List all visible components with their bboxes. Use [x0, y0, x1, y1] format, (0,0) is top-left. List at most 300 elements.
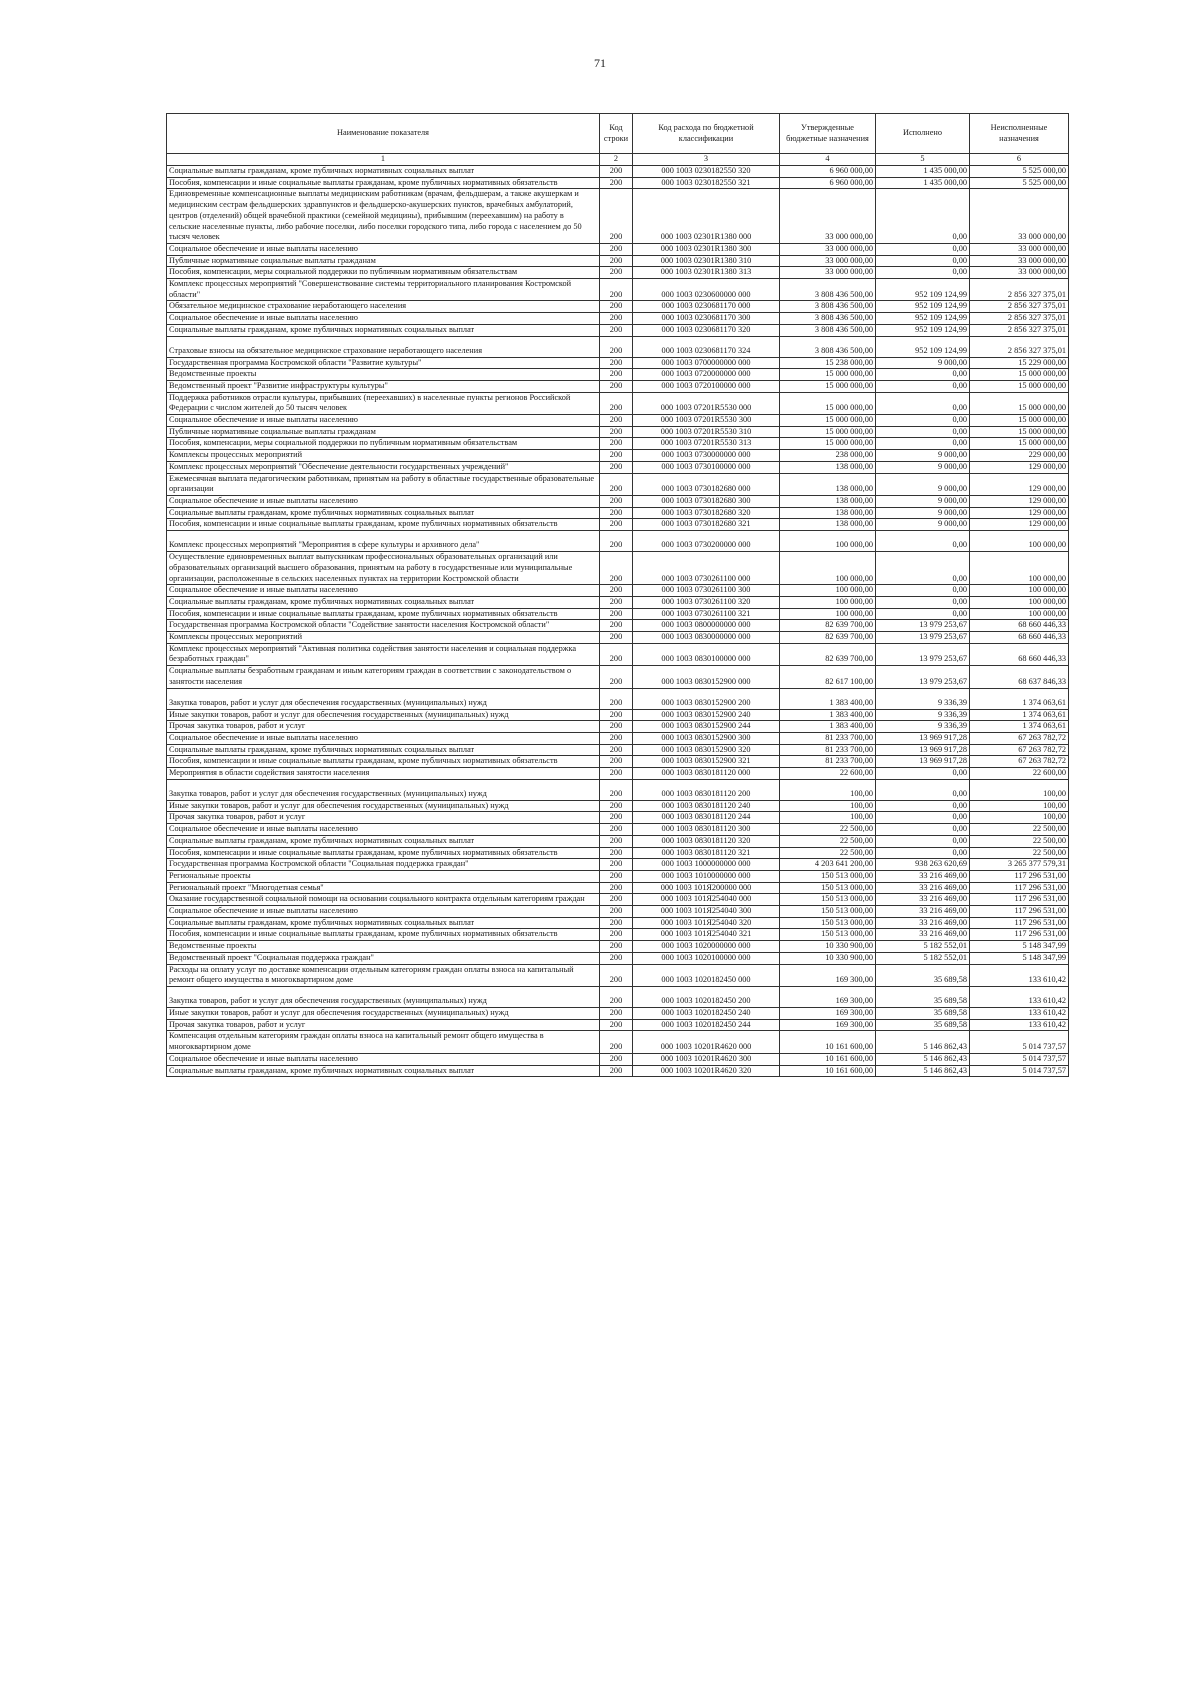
row-unexecuted-cell: 133 610,42: [970, 1019, 1069, 1031]
row-name-cell: Социальные выплаты гражданам, кроме публичных нормативных социальных выплат: [167, 166, 600, 178]
row-line-code-cell: 200: [600, 585, 633, 597]
row-executed-cell: 0,00: [876, 189, 970, 244]
row-name-cell: Единовременные компенсационные выплаты медицинским работникам (врачам, фельдшерам, а также акушеркам и медицинским сестрам фельдшерских здравпунктов и фельдшерско-акушерских пунктов, врачебных амбулаторий, центров (отделений) общей врачебной практики (семейной медицины), прибывшим (переехавшим) на работу в сельские населенные пункты, либо рабочие поселки, либо поселки городского типа, либо города с населением до 50 тысяч человек: [167, 189, 600, 244]
row-unexecuted-cell: 22 500,00: [970, 847, 1069, 859]
row-executed-cell: 0,00: [876, 552, 970, 585]
row-executed-cell: 938 263 620,69: [876, 859, 970, 871]
header-unexecuted: Неисполненные назначения: [970, 114, 1069, 154]
row-name-cell: Социальные выплаты гражданам, кроме публичных нормативных социальных выплат: [167, 324, 600, 336]
row-name-cell: Комплексы процессных мероприятий: [167, 450, 600, 462]
row-executed-cell: 35 689,58: [876, 1008, 970, 1020]
row-name-cell: Региональный проект "Многодетная семья": [167, 882, 600, 894]
row-executed-cell: 9 336,39: [876, 688, 970, 709]
row-unexecuted-cell: 5 014 737,57: [970, 1065, 1069, 1077]
row-unexecuted-cell: 100,00: [970, 812, 1069, 824]
row-approved-cell: 138 000,00: [780, 519, 876, 531]
row-approved-cell: 3 808 436 500,00: [780, 313, 876, 325]
row-name-cell: Пособия, компенсации и иные социальные выплаты гражданам, кроме публичных нормативных обязательств: [167, 756, 600, 768]
row-name-cell: Ведомственный проект "Социальная поддержка граждан": [167, 952, 600, 964]
row-approved-cell: 6 960 000,00: [780, 177, 876, 189]
table-row: [167, 415, 1069, 427]
row-line-code-cell: 200: [600, 608, 633, 620]
row-budget-code-cell: 000 1003 0830181120 321: [633, 847, 780, 859]
row-approved-cell: 3 808 436 500,00: [780, 279, 876, 301]
row-budget-code-cell: 000 1003 0830181120 320: [633, 835, 780, 847]
row-approved-cell: 1 383 400,00: [780, 688, 876, 709]
row-unexecuted-cell: 2 856 327 375,01: [970, 336, 1069, 357]
row-line-code-cell: 200: [600, 177, 633, 189]
row-name-cell: Пособия, компенсации и иные социальные выплаты гражданам, кроме публичных нормативных обязательств: [167, 847, 600, 859]
row-budget-code-cell: 000 1003 0730261100 321: [633, 608, 780, 620]
row-budget-code-cell: 000 1003 07201R5530 310: [633, 426, 780, 438]
table-row: [167, 859, 1069, 871]
row-unexecuted-cell: 100 000,00: [970, 596, 1069, 608]
table-row: [167, 461, 1069, 473]
row-line-code-cell: 200: [600, 461, 633, 473]
row-name-cell: Социальные выплаты гражданам, кроме публичных нормативных социальных выплат: [167, 507, 600, 519]
table-row: [167, 473, 1069, 495]
row-budget-code-cell: 000 1003 0730261100 000: [633, 552, 780, 585]
row-approved-cell: 100 000,00: [780, 608, 876, 620]
row-budget-code-cell: 000 1003 0830000000 000: [633, 632, 780, 644]
row-executed-cell: 9 000,00: [876, 450, 970, 462]
row-budget-code-cell: 000 1003 0700000000 000: [633, 357, 780, 369]
row-line-code-cell: 200: [600, 255, 633, 267]
row-unexecuted-cell: 133 610,42: [970, 987, 1069, 1008]
row-budget-code-cell: 000 1003 0830100000 000: [633, 643, 780, 665]
row-name-cell: Прочая закупка товаров, работ и услуг: [167, 1019, 600, 1031]
row-unexecuted-cell: 229 000,00: [970, 450, 1069, 462]
row-unexecuted-cell: 117 296 531,00: [970, 870, 1069, 882]
row-unexecuted-cell: 67 263 782,72: [970, 732, 1069, 744]
row-unexecuted-cell: 5 525 000,00: [970, 166, 1069, 178]
row-line-code-cell: 200: [600, 1019, 633, 1031]
row-executed-cell: 13 979 253,67: [876, 620, 970, 632]
row-name-cell: Социальные выплаты гражданам, кроме публичных нормативных социальных выплат: [167, 596, 600, 608]
row-line-code-cell: 200: [600, 824, 633, 836]
row-executed-cell: 33 216 469,00: [876, 917, 970, 929]
row-executed-cell: 952 109 124,99: [876, 313, 970, 325]
row-approved-cell: 22 500,00: [780, 835, 876, 847]
row-approved-cell: 33 000 000,00: [780, 189, 876, 244]
row-approved-cell: 138 000,00: [780, 507, 876, 519]
row-unexecuted-cell: 129 000,00: [970, 473, 1069, 495]
row-approved-cell: 150 513 000,00: [780, 906, 876, 918]
row-executed-cell: 0,00: [876, 847, 970, 859]
row-executed-cell: 5 182 552,01: [876, 952, 970, 964]
row-approved-cell: 238 000,00: [780, 450, 876, 462]
row-budget-code-cell: 000 1003 0730200000 000: [633, 531, 780, 552]
row-unexecuted-cell: 129 000,00: [970, 461, 1069, 473]
row-approved-cell: 138 000,00: [780, 473, 876, 495]
row-unexecuted-cell: 22 500,00: [970, 824, 1069, 836]
row-unexecuted-cell: 68 660 446,33: [970, 620, 1069, 632]
table-row: [167, 768, 1069, 780]
row-name-cell: Социальное обеспечение и иные выплаты населению: [167, 1053, 600, 1065]
row-budget-code-cell: 000 1003 101Я254040 300: [633, 906, 780, 918]
row-line-code-cell: 200: [600, 1053, 633, 1065]
column-number: 1: [167, 154, 600, 166]
row-name-cell: Государственная программа Костромской области "Социальная поддержка граждан": [167, 859, 600, 871]
row-name-cell: Прочая закупка товаров, работ и услуг: [167, 812, 600, 824]
row-budget-code-cell: 000 1003 1020182450 244: [633, 1019, 780, 1031]
row-executed-cell: 33 216 469,00: [876, 929, 970, 941]
table-row: [167, 941, 1069, 953]
row-line-code-cell: 200: [600, 882, 633, 894]
row-unexecuted-cell: 2 856 327 375,01: [970, 324, 1069, 336]
column-number: 3: [633, 154, 780, 166]
table-row: [167, 426, 1069, 438]
table-row: [167, 800, 1069, 812]
row-approved-cell: 100,00: [780, 800, 876, 812]
row-approved-cell: 33 000 000,00: [780, 267, 876, 279]
table-row: [167, 369, 1069, 381]
table-row: [167, 870, 1069, 882]
row-unexecuted-cell: 5 014 737,57: [970, 1031, 1069, 1053]
row-budget-code-cell: 000 1003 101Я254040 000: [633, 894, 780, 906]
row-budget-code-cell: 000 1003 0230681170 300: [633, 313, 780, 325]
row-budget-code-cell: 000 1003 02301R1380 300: [633, 243, 780, 255]
column-number: 6: [970, 154, 1069, 166]
row-line-code-cell: 200: [600, 964, 633, 986]
header-name: Наименование показателя: [167, 114, 600, 154]
row-approved-cell: 100 000,00: [780, 596, 876, 608]
row-executed-cell: 5 146 862,43: [876, 1053, 970, 1065]
row-unexecuted-cell: 15 229 000,00: [970, 357, 1069, 369]
row-approved-cell: 82 639 700,00: [780, 643, 876, 665]
row-unexecuted-cell: 1 374 063,61: [970, 709, 1069, 721]
row-line-code-cell: 200: [600, 495, 633, 507]
table-row: [167, 732, 1069, 744]
table-row: [167, 380, 1069, 392]
row-budget-code-cell: 000 1003 1010000000 000: [633, 870, 780, 882]
row-budget-code-cell: 000 1003 0720100000 000: [633, 380, 780, 392]
row-budget-code-cell: 000 1003 0230182550 321: [633, 177, 780, 189]
row-executed-cell: 0,00: [876, 824, 970, 836]
row-approved-cell: 22 600,00: [780, 768, 876, 780]
row-line-code-cell: 200: [600, 279, 633, 301]
row-executed-cell: 5 146 862,43: [876, 1065, 970, 1077]
row-approved-cell: 33 000 000,00: [780, 255, 876, 267]
row-budget-code-cell: 000 1003 0830181120 300: [633, 824, 780, 836]
header-line-code: Код строки: [600, 114, 633, 154]
row-name-cell: Закупка товаров, работ и услуг для обеспечения государственных (муниципальных) нужд: [167, 688, 600, 709]
row-name-cell: Пособия, компенсации и иные социальные выплаты гражданам, кроме публичных нормативных обязательств: [167, 929, 600, 941]
row-approved-cell: 6 960 000,00: [780, 166, 876, 178]
row-executed-cell: 5 146 862,43: [876, 1031, 970, 1053]
row-budget-code-cell: 000 1003 0730261100 320: [633, 596, 780, 608]
table-body: [167, 166, 1069, 1077]
row-name-cell: Социальное обеспечение и иные выплаты населению: [167, 415, 600, 427]
row-approved-cell: 150 513 000,00: [780, 929, 876, 941]
row-line-code-cell: 200: [600, 369, 633, 381]
row-line-code-cell: 200: [600, 721, 633, 733]
row-name-cell: Социальные выплаты гражданам, кроме публичных нормативных социальных выплат: [167, 1065, 600, 1077]
row-name-cell: Государственная программа Костромской области "Содействие занятости населения Костромской области": [167, 620, 600, 632]
row-name-cell: Ведомственные проекты: [167, 941, 600, 953]
table-row: [167, 1031, 1069, 1053]
row-unexecuted-cell: 2 856 327 375,01: [970, 313, 1069, 325]
row-approved-cell: 10 330 900,00: [780, 952, 876, 964]
row-approved-cell: 15 000 000,00: [780, 415, 876, 427]
row-approved-cell: 100 000,00: [780, 552, 876, 585]
table-row: [167, 709, 1069, 721]
row-budget-code-cell: 000 1003 1020182450 240: [633, 1008, 780, 1020]
row-budget-code-cell: 000 1003 0830152900 240: [633, 709, 780, 721]
table-row: [167, 450, 1069, 462]
column-number: 5: [876, 154, 970, 166]
row-unexecuted-cell: 67 263 782,72: [970, 744, 1069, 756]
row-name-cell: Социальные выплаты гражданам, кроме публичных нормативных социальных выплат: [167, 744, 600, 756]
row-approved-cell: 169 300,00: [780, 987, 876, 1008]
row-name-cell: Пособия, компенсации и иные социальные выплаты гражданам, кроме публичных нормативных обязательств: [167, 519, 600, 531]
row-line-code-cell: 200: [600, 632, 633, 644]
row-budget-code-cell: 000 1003 0830152900 320: [633, 744, 780, 756]
row-executed-cell: 13 979 253,67: [876, 643, 970, 665]
row-line-code-cell: 200: [600, 987, 633, 1008]
row-executed-cell: 35 689,58: [876, 1019, 970, 1031]
row-name-cell: Социальное обеспечение и иные выплаты населению: [167, 243, 600, 255]
row-name-cell: Комплексы процессных мероприятий: [167, 632, 600, 644]
row-approved-cell: 1 383 400,00: [780, 721, 876, 733]
table-row: [167, 632, 1069, 644]
row-executed-cell: 0,00: [876, 267, 970, 279]
row-executed-cell: 952 109 124,99: [876, 324, 970, 336]
row-name-cell: Ежемесячная выплата педагогическим работникам, принятым на работу в областные государственные образовательные организации: [167, 473, 600, 495]
table-row: [167, 531, 1069, 552]
row-line-code-cell: 200: [600, 426, 633, 438]
row-executed-cell: 0,00: [876, 585, 970, 597]
row-unexecuted-cell: 5 525 000,00: [970, 177, 1069, 189]
row-budget-code-cell: 000 1003 1020182450 000: [633, 964, 780, 986]
row-unexecuted-cell: 67 263 782,72: [970, 756, 1069, 768]
row-line-code-cell: 200: [600, 800, 633, 812]
row-approved-cell: 10 161 600,00: [780, 1053, 876, 1065]
row-approved-cell: 15 238 000,00: [780, 357, 876, 369]
row-name-cell: Комплекс процессных мероприятий "Мероприятия в сфере культуры и архивного дела": [167, 531, 600, 552]
table-row: [167, 906, 1069, 918]
row-executed-cell: 33 216 469,00: [876, 882, 970, 894]
row-budget-code-cell: 000 1003 0720000000 000: [633, 369, 780, 381]
row-budget-code-cell: 000 1003 1020000000 000: [633, 941, 780, 953]
row-unexecuted-cell: 117 296 531,00: [970, 917, 1069, 929]
row-unexecuted-cell: 5 148 347,99: [970, 952, 1069, 964]
row-budget-code-cell: 000 1003 0730182680 300: [633, 495, 780, 507]
row-line-code-cell: 200: [600, 324, 633, 336]
table-row: [167, 1065, 1069, 1077]
row-name-cell: Оказание государственной социальной помощи на основании социального контракта отдельным категориям граждан: [167, 894, 600, 906]
row-executed-cell: 35 689,58: [876, 987, 970, 1008]
row-line-code-cell: 200: [600, 473, 633, 495]
row-approved-cell: 169 300,00: [780, 964, 876, 986]
row-approved-cell: 100,00: [780, 779, 876, 800]
row-line-code-cell: 200: [600, 243, 633, 255]
table-row: [167, 779, 1069, 800]
row-line-code-cell: 200: [600, 666, 633, 688]
row-budget-code-cell: 000 1003 07201R5530 313: [633, 438, 780, 450]
row-line-code-cell: 200: [600, 835, 633, 847]
row-name-cell: Иные закупки товаров, работ и услуг для обеспечения государственных (муниципальных) нужд: [167, 1008, 600, 1020]
row-budget-code-cell: 000 1003 07201R5530 300: [633, 415, 780, 427]
table-row: [167, 357, 1069, 369]
row-unexecuted-cell: 22 500,00: [970, 835, 1069, 847]
table-row: [167, 688, 1069, 709]
row-unexecuted-cell: 68 637 846,33: [970, 666, 1069, 688]
row-line-code-cell: 200: [600, 552, 633, 585]
row-unexecuted-cell: 117 296 531,00: [970, 906, 1069, 918]
row-line-code-cell: 200: [600, 438, 633, 450]
table-row: [167, 596, 1069, 608]
row-approved-cell: 169 300,00: [780, 1019, 876, 1031]
table-row: [167, 721, 1069, 733]
row-unexecuted-cell: 15 000 000,00: [970, 380, 1069, 392]
row-approved-cell: 33 000 000,00: [780, 243, 876, 255]
table-row: [167, 917, 1069, 929]
row-executed-cell: 33 216 469,00: [876, 906, 970, 918]
table-row: [167, 929, 1069, 941]
row-line-code-cell: 200: [600, 301, 633, 313]
row-executed-cell: 1 435 000,00: [876, 177, 970, 189]
row-name-cell: Социальное обеспечение и иные выплаты населению: [167, 313, 600, 325]
row-executed-cell: 9 000,00: [876, 461, 970, 473]
row-name-cell: Обязательное медицинское страхование неработающего населения: [167, 301, 600, 313]
row-line-code-cell: 200: [600, 643, 633, 665]
row-name-cell: Комплекс процессных мероприятий "Активная политика содействия занятости населения и социальная поддержка безработных граждан": [167, 643, 600, 665]
row-unexecuted-cell: 100 000,00: [970, 552, 1069, 585]
table-row: [167, 166, 1069, 178]
row-unexecuted-cell: 5 148 347,99: [970, 941, 1069, 953]
table-row: [167, 666, 1069, 688]
table-row: [167, 519, 1069, 531]
row-line-code-cell: 200: [600, 313, 633, 325]
row-budget-code-cell: 000 1003 0230681170 324: [633, 336, 780, 357]
row-name-cell: Прочая закупка товаров, работ и услуг: [167, 721, 600, 733]
row-executed-cell: 0,00: [876, 243, 970, 255]
row-name-cell: Социальные выплаты гражданам, кроме публичных нормативных социальных выплат: [167, 917, 600, 929]
row-approved-cell: 81 233 700,00: [780, 732, 876, 744]
row-approved-cell: 82 617 100,00: [780, 666, 876, 688]
row-line-code-cell: 200: [600, 415, 633, 427]
row-line-code-cell: 200: [600, 812, 633, 824]
row-unexecuted-cell: 129 000,00: [970, 495, 1069, 507]
table-row: [167, 495, 1069, 507]
row-name-cell: Ведомственные проекты: [167, 369, 600, 381]
row-executed-cell: 0,00: [876, 255, 970, 267]
row-unexecuted-cell: 68 660 446,33: [970, 632, 1069, 644]
row-approved-cell: 15 000 000,00: [780, 380, 876, 392]
row-approved-cell: 82 639 700,00: [780, 620, 876, 632]
row-unexecuted-cell: 15 000 000,00: [970, 438, 1069, 450]
table-row: [167, 964, 1069, 986]
table-row: [167, 438, 1069, 450]
row-unexecuted-cell: 33 000 000,00: [970, 255, 1069, 267]
row-unexecuted-cell: 117 296 531,00: [970, 882, 1069, 894]
table-row: [167, 952, 1069, 964]
row-budget-code-cell: 000 1003 0230182550 320: [633, 166, 780, 178]
row-executed-cell: 0,00: [876, 369, 970, 381]
row-line-code-cell: 200: [600, 929, 633, 941]
row-unexecuted-cell: 15 000 000,00: [970, 369, 1069, 381]
table-row: [167, 243, 1069, 255]
row-line-code-cell: 200: [600, 906, 633, 918]
row-line-code-cell: 200: [600, 336, 633, 357]
row-name-cell: Пособия, компенсации и иные социальные выплаты гражданам, кроме публичных нормативных обязательств: [167, 177, 600, 189]
row-executed-cell: 0,00: [876, 596, 970, 608]
row-name-cell: Социальное обеспечение и иные выплаты населению: [167, 824, 600, 836]
row-approved-cell: 10 161 600,00: [780, 1031, 876, 1053]
row-approved-cell: 15 000 000,00: [780, 392, 876, 414]
table-row: [167, 1008, 1069, 1020]
row-name-cell: Социальные выплаты безработным гражданам и иным категориям граждан в соответствии с законодательством о занятости населения: [167, 666, 600, 688]
table-row: [167, 324, 1069, 336]
row-executed-cell: 13 979 253,67: [876, 632, 970, 644]
column-number-row: [167, 154, 1069, 166]
row-budget-code-cell: 000 1003 02301R1380 310: [633, 255, 780, 267]
row-executed-cell: 13 969 917,28: [876, 732, 970, 744]
row-approved-cell: 138 000,00: [780, 495, 876, 507]
row-approved-cell: 22 500,00: [780, 824, 876, 836]
row-line-code-cell: 200: [600, 952, 633, 964]
page-number: 71: [594, 56, 606, 70]
row-line-code-cell: 200: [600, 756, 633, 768]
row-executed-cell: 0,00: [876, 415, 970, 427]
row-executed-cell: 9 000,00: [876, 495, 970, 507]
row-budget-code-cell: 000 1003 0730182680 320: [633, 507, 780, 519]
row-budget-code-cell: 000 1003 101Я254040 320: [633, 917, 780, 929]
row-line-code-cell: 200: [600, 1008, 633, 1020]
table-row: [167, 847, 1069, 859]
row-name-cell: Расходы на оплату услуг по доставке компенсации отдельным категориям граждан оплаты взноса на капитальный ремонт общего имущества в многоквартирном доме: [167, 964, 600, 986]
row-unexecuted-cell: 100 000,00: [970, 585, 1069, 597]
budget-execution-table: [166, 113, 1069, 1077]
row-budget-code-cell: 000 1003 0830152900 321: [633, 756, 780, 768]
row-executed-cell: 5 182 552,01: [876, 941, 970, 953]
row-unexecuted-cell: 133 610,42: [970, 1008, 1069, 1020]
row-budget-code-cell: 000 1003 0800000000 000: [633, 620, 780, 632]
row-budget-code-cell: 000 1003 0830152900 244: [633, 721, 780, 733]
row-name-cell: Комплекс процессных мероприятий "Обеспечение деятельности государственных учреждений": [167, 461, 600, 473]
row-name-cell: Мероприятия в области содействия занятости населения: [167, 768, 600, 780]
row-name-cell: Публичные нормативные социальные выплаты гражданам: [167, 255, 600, 267]
table-row: [167, 987, 1069, 1008]
row-approved-cell: 100,00: [780, 812, 876, 824]
row-budget-code-cell: 000 1003 101Я200000 000: [633, 882, 780, 894]
row-unexecuted-cell: 15 000 000,00: [970, 392, 1069, 414]
row-line-code-cell: 200: [600, 917, 633, 929]
row-approved-cell: 81 233 700,00: [780, 744, 876, 756]
row-unexecuted-cell: 2 856 327 375,01: [970, 301, 1069, 313]
table-row: [167, 620, 1069, 632]
header-budget-code: Код расхода по бюджетной классификации: [633, 114, 780, 154]
row-name-cell: Социальное обеспечение и иные выплаты населению: [167, 906, 600, 918]
row-executed-cell: 9 000,00: [876, 507, 970, 519]
row-line-code-cell: 200: [600, 1031, 633, 1053]
row-name-cell: Пособия, компенсации, меры социальной поддержки по публичным нормативным обязательствам: [167, 438, 600, 450]
row-budget-code-cell: 000 1003 0830181120 240: [633, 800, 780, 812]
row-unexecuted-cell: 117 296 531,00: [970, 894, 1069, 906]
row-line-code-cell: 200: [600, 620, 633, 632]
row-line-code-cell: 200: [600, 380, 633, 392]
row-name-cell: Государственная программа Костромской области "Развитие культуры": [167, 357, 600, 369]
table-row: [167, 392, 1069, 414]
table-row: [167, 894, 1069, 906]
row-unexecuted-cell: 100 000,00: [970, 531, 1069, 552]
row-budget-code-cell: 000 1003 10201R4620 300: [633, 1053, 780, 1065]
row-unexecuted-cell: 33 000 000,00: [970, 267, 1069, 279]
row-approved-cell: 100 000,00: [780, 531, 876, 552]
row-name-cell: Поддержка работников отрасли культуры, прибывших (переехавших) в населенные пункты регионов Российской Федерации с числом жителей до 50 тысяч человек: [167, 392, 600, 414]
row-line-code-cell: 200: [600, 859, 633, 871]
